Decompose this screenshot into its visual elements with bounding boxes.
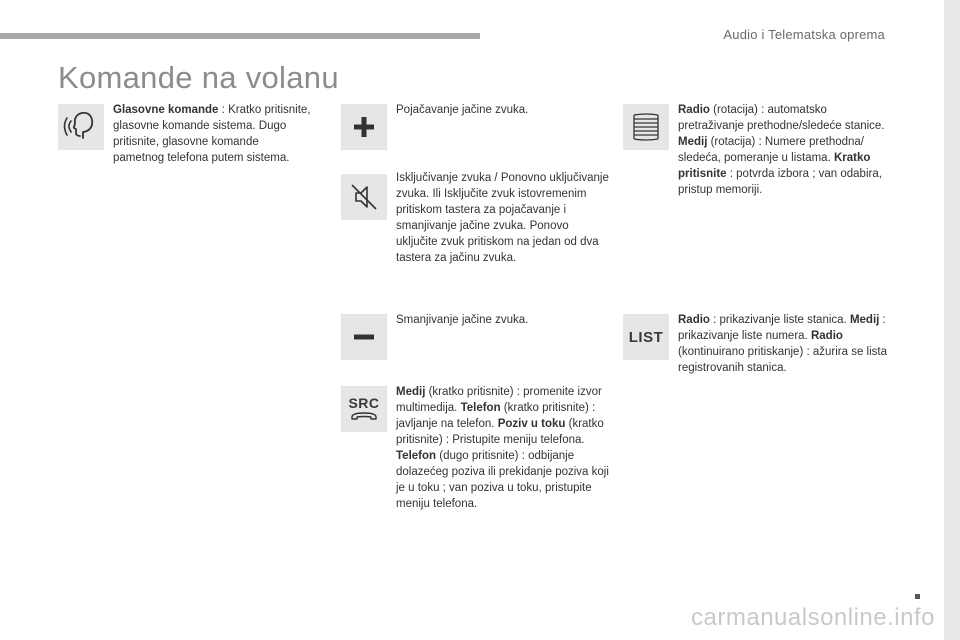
plus-icon [341,104,387,150]
src-description: Medij (kratko pritisnite) : promenite izvor multimedija. Telefon (kratko pritisnite) : javljanje na telefon. Poziv u toku (kratko pritisnite) : Pristupite meniju telefona. Telefon (dugo pritisnite) : odbijanje dolazećeg poziva ili prekidanje poziva koji je u toku ; van poziva u toku, pristupite meniju telefona. [396,386,609,510]
page-edge-strip [944,0,960,640]
header-rule [0,33,480,39]
page-title: Komande na volanu [58,60,339,95]
voice-command-title: Glasovne komande [113,104,219,116]
page-marker [915,594,920,599]
thumbwheel-description: Radio (rotacija) : automatsko pretraživanje prethodne/sledeće stanice. Medij (rotacija) : Numere prethodna/ sledeća, pomeranje u listama. Kratko pritisnite : potvrda izbora ; van odabira, pristup memoriji. [678,104,885,196]
voice-command-icon [58,104,104,150]
watermark: carmanualsonline.info [691,604,935,631]
list-label: LIST [628,328,664,346]
volume-down-description: Smanjivanje jačine zvuka. [396,314,529,326]
mute-description: Isključivanje zvuka / Ponovno uključivanje zvuka. Ili Isključite zvuk istovremenim pritiskom tastera za pojačavanje i smanjivanje jačine zvuka. Ponovo uključite zvuk pritiskom na jedan od dva tastera za jačinu zvuka. [396,172,609,264]
phone-icon [349,411,379,423]
section-header: Audio i Telematska oprema [723,27,885,42]
minus-icon [341,314,387,360]
voice-command-description: Glasovne komande : Kratko pritisnite, glasovne komande sistema. Dugo pritisnite, glasovne komande pametnog telefona putem sistema. [113,104,311,164]
mute-icon [341,174,387,220]
src-icon [341,386,387,432]
list-description: Radio : prikazivanje liste stanica. Medij : prikazivanje liste numera. Radio (kontinuirano pritiskanje) : ažurira se lista registrovanih stanica. [678,314,888,374]
src-label: SRC [348,394,380,411]
thumbwheel-icon [623,104,669,150]
volume-up-description: Pojačavanje jačine zvuka. [396,104,529,116]
list-icon [623,314,669,360]
